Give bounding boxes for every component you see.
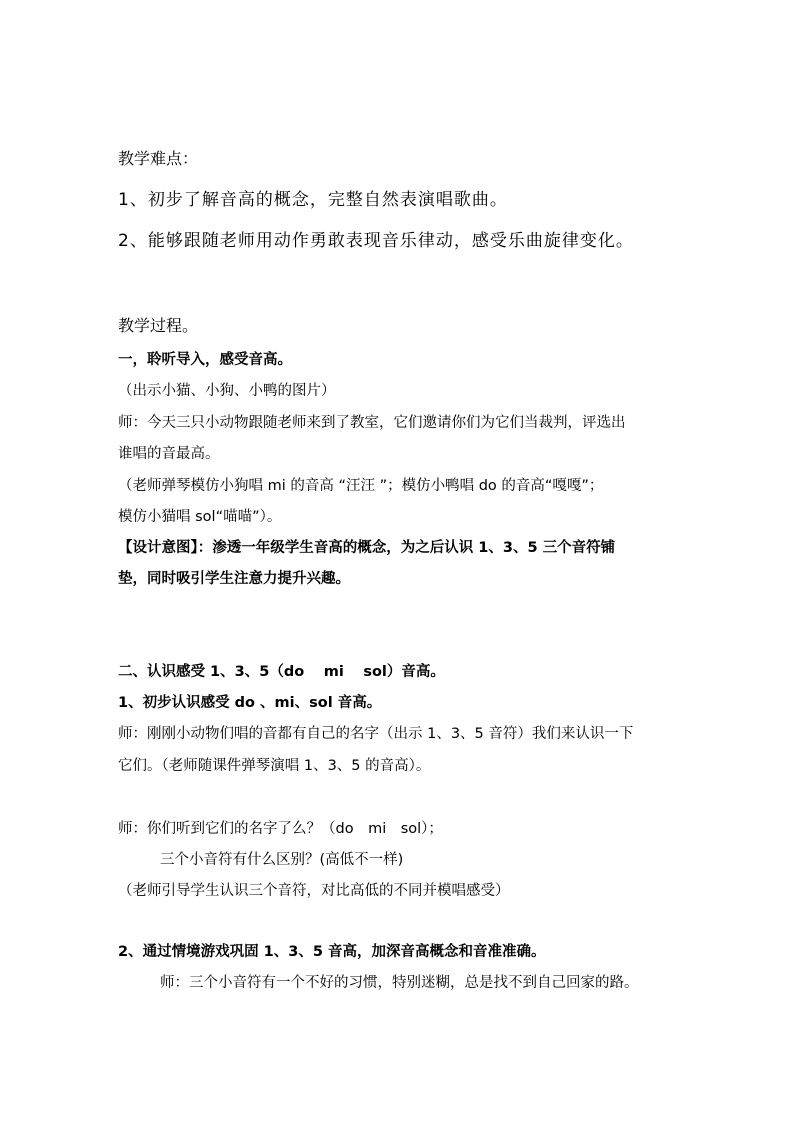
section1-intent-line-1: 【设计意图】：渗透一年级学生音高的概念，为之后认识 1、3、5 三个音符铺 bbox=[118, 540, 616, 556]
section2-teacher-line-1: 师：刚刚小动物们唱的音都有自己的名字（出示 1、3、5 音符）我们来认识一下 bbox=[118, 726, 634, 742]
section1-teacher-line-1: 师：今天三只小动物跟随老师来到了教室，它们邀请你们为它们当裁判，评选出 bbox=[118, 415, 626, 431]
difficulty-item-1: 1、初步了解音高的概念，完整自然表演唱歌曲。 bbox=[118, 190, 508, 210]
section1-teacher-line-2: 谁唱的音最高。 bbox=[118, 446, 220, 462]
section2-guide: （老师引导学生认识三个音符，对比高低的不同并模唱感受） bbox=[118, 883, 510, 899]
section2-sub-2: 2、通过情境游戏巩固 1、3、5 音高，加深音高概念和音准准确。 bbox=[118, 944, 546, 960]
section2-question-2: 三个小音符有什么区别？(高低不一样) bbox=[160, 852, 404, 868]
difficulty-title: 教学难点： bbox=[118, 149, 199, 168]
section2-story: 师：三个小音符有一个不好的习惯，特别迷糊，总是找不到自己回家的路。 bbox=[160, 975, 639, 991]
process-title: 教学过程。 bbox=[118, 316, 199, 335]
section1-demo-line-1: （老师弹琴模仿小狗唱 mi 的音高 “汪汪 ”；模仿小鸭唱 do 的音高“嘎嘎”； bbox=[118, 478, 604, 494]
section2-teacher-line-2: 它们。（老师随课件弹琴演唱 1、3、5 的音高）。 bbox=[118, 758, 431, 774]
section1-intent-line-2: 垫，同时吸引学生注意力提升兴趣。 bbox=[118, 571, 350, 587]
section1-heading: 一，聆听导入，感受音高。 bbox=[118, 352, 292, 368]
section1-note: （出示小猫、小狗、小鸭的图片） bbox=[118, 383, 336, 399]
section1-demo-line-2: 模仿小猫唱 sol“喵喵”）。 bbox=[118, 509, 282, 525]
difficulty-item-2: 2、能够跟随老师用动作勇敢表现音乐律动，感受乐曲旋律变化。 bbox=[118, 231, 634, 251]
section2-question-1: 师：你们听到它们的名字了么？（do mi sol）； bbox=[118, 821, 443, 837]
section2-heading: 二、认识感受 1、3、5（do mi sol）音高。 bbox=[118, 664, 445, 680]
section2-sub-1: 1、初步认识感受 do 、mi、sol 音高。 bbox=[118, 695, 382, 711]
